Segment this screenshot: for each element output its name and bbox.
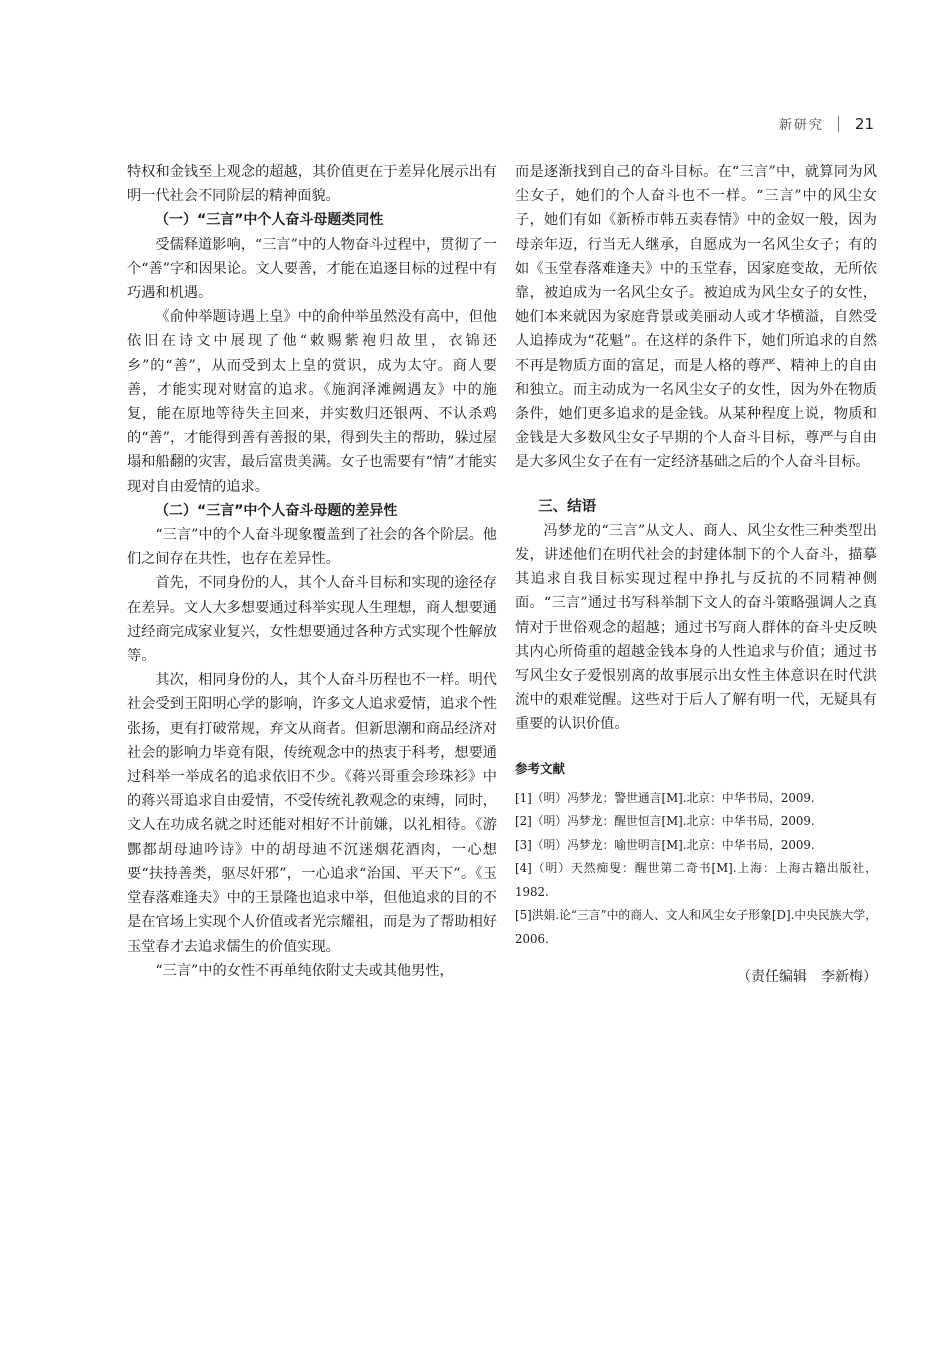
reference-item: [2]（明）冯梦龙：醒世恒言[M].北京：中华书局，2009. — [515, 814, 815, 829]
paragraph: 冯梦龙的“三言”从文人、商人、风尘女性三种类型出发，讲述他们在明代社会的封建体制下的个人奋斗，描摹其追求自我目标实现过程中挣扎与反抗的不同精神侧面。“三言”通过书写科举制下文人的奋斗策略强调人之真情对于世俗观念的超越；通过书写商人群体的奋斗史反映其内心所倚重的超越金钱本身的人性追求与价值；通过书写风尘女子爱恨别离的故事展示出女性主体意识在时代洪流中的艰难觉醒。这些对于后人了解有明一代，无疑具有重要的认识价值。 — [515, 522, 877, 733]
reference-item: [4]（明）天然痴叟：醒世第二奇书[M].上海：上海古籍出版社，1982. — [515, 861, 877, 899]
paragraph: 其次，相同身份的人，其个人奋斗历程也不一样。明代社会受到王阳明心学的影响，许多文人追求爱情，追求个性张扬，更有打破常规，弃文从商者。但新思潮和商品经济对社会的影响力毕竟有限，传统观念中的热衷于科考，想要通过科举一举成名的追求依旧不少。《蒋兴哥重会珍珠衫》中的蒋兴哥追求自由爱情，不受传统礼教观念的束缚，同时，文人在功成名就之时还能对相好不计前嫌，以礼相待。《游酆都胡母迪吟诗》中的胡母迪不沉迷烟花酒肉，一心想要“扶持善类，驱尽奸邪”，一心追求“治国、平天下”。《玉堂春落难逢夫》中的王景隆也追求中举，但他追求的目的不是在官场上实现个人价值或者光宗耀祖，而是为了帮助相好玉堂春才去追求儒生的价值实现。 — [127, 672, 497, 955]
subsection-heading: （二）“三言”中个人奋斗母题的差异性 — [155, 502, 398, 519]
subsection-heading: （一）“三言”中个人奋斗母题类同性 — [155, 212, 384, 229]
references-title: 参考文献 — [515, 760, 566, 776]
reference-item: [5]洪娟.论“三言”中的商人、文人和风尘女子形象[D].中央民族大学，2006. — [515, 908, 877, 946]
paragraph: 受儒释道影响，“三言”中的人物奋斗过程中，贯彻了一个“善”字和因果论。文人要善，才能在追逐目标的过程中有巧遇和机遇。 — [127, 236, 497, 302]
page-header — [779, 114, 874, 133]
reference-item: [3]（明）冯梦龙：喻世明言[M].北京：中华书局，2009. — [515, 837, 815, 852]
left-column — [127, 160, 497, 983]
paragraph: 特权和金钱至上观念的超越，其价值更在于差异化展示出有明一代社会不同阶层的精神面貌。 — [127, 164, 497, 205]
paragraph: 《俞仲举题诗遇上皇》中的俞仲举虽然没有高中，但他依旧在诗文中展现了他“敕赐紫袍归故里，衣锦还乡”的“善”，从而受到太上皇的赏识，成为太守。商人要善，才能实现对财富的追求。《施润泽滩阙遇友》中的施复，能在原地等待失主回来，并实数归还银两、不认杀鸡的“善”，才能得到善有善报的果，得到失主的帮助，躲过屋塌和船翻的灾害，最后富贵美满。女子也需要有“情”才能实现对自由爱情的追求。 — [127, 309, 497, 495]
paragraph: 而是逐渐找到自己的奋斗目标。在“三言”中，就算同为风尘女子，她们的个人奋斗也不一样。“三言”中的风尘女子，她们有如《新桥市韩五卖春情》中的金奴一般，因为母亲年迈，行当无人继承，自愿成为一名风尘女子；有的如《玉堂春落难逢夫》中的玉堂春，因家庭变故，无所依靠，被迫成为一名风尘女子。被迫成为风尘女子的女性，她们本来就因为家庭背景或美丽动人或才华横溢，自然受人追捧成为“花魁”。在这样的条件下，她们所追求的自然不再是物质方面的富足，而是人格的尊严、精神上的自由和独立。而主动成为一名风尘女子的女性，因为外在物质条件，她们更多追求的是金钱。从某种程度上说，物质和金钱是大多数风尘女子早期的个人奋斗目标，尊严与自由是大多风尘女子在有一定经济基础之后的个人奋斗目标。 — [515, 164, 877, 471]
reference-item: [1]（明）冯梦龙：警世通言[M].北京：中华书局，2009. — [515, 790, 815, 805]
section-heading: 三、结语 — [538, 498, 597, 515]
section-title: 新研究 — [778, 118, 824, 133]
page-number: 21 — [854, 114, 874, 133]
editor-credit: （责任编辑 李新梅） — [737, 969, 877, 986]
paragraph: 首先，不同身份的人，其个人奋斗目标和实现的途径存在差异。文人大多想要通过科举实现人生理想，商人想要通过经商完成家业复兴，女性想要通过各种方式实现个性解放等。 — [127, 575, 497, 665]
paragraph: “三言”中的女性不再单纯依附丈夫或其他男性， — [155, 962, 454, 979]
paragraph: “三言”中的个人奋斗现象覆盖到了社会的各个阶层。他们之间存在共性，也存在差异性。 — [127, 527, 497, 568]
header-divider — [838, 116, 839, 132]
right-column — [515, 160, 877, 990]
